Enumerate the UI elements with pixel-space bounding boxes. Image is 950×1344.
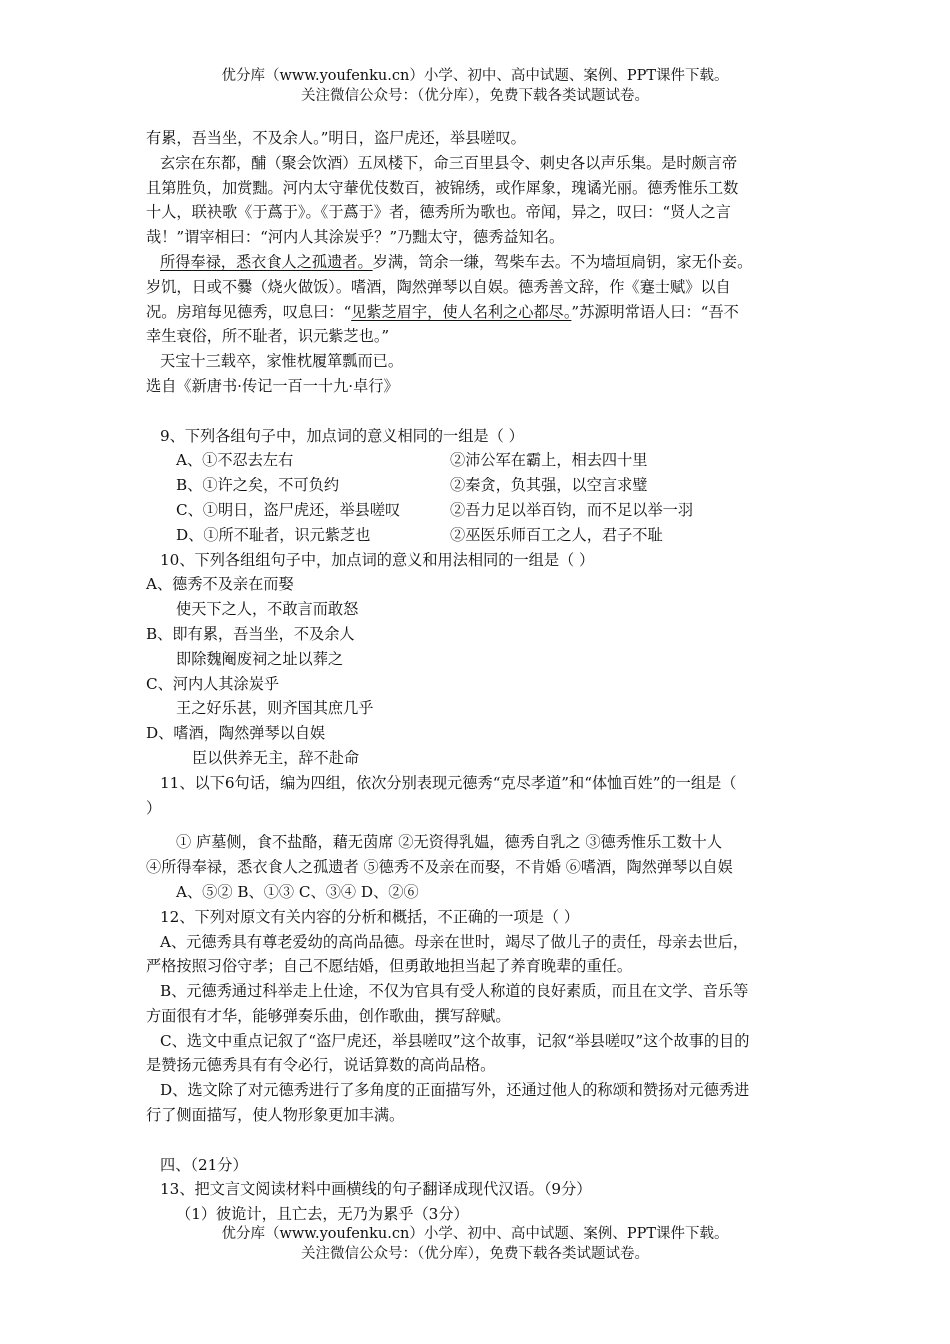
passage-line: 哉！”谓宰相曰：“河内人其涂炭乎？”乃黜太守，德秀益知名。 <box>146 228 565 247</box>
question-12-option-a: 严格按照习俗守孝；自己不愿结婚，但勇敢地担当起了养育晚辈的重任。 <box>146 957 632 976</box>
question-9-stem: 9、下列各组句子中，加点词的意义相同的一组是（ ） <box>160 426 524 445</box>
passage-line <box>146 250 814 275</box>
question-11-options: A、⑤② B、①③ C、③④ D、②⑥ <box>176 882 419 901</box>
passage-line: 玄宗在东都，酺（聚会饮酒）五凤楼下，命三百里县令、刺史各以声乐集。是时颇言帝 <box>160 153 738 172</box>
passage-line: 有累，吾当坐，不及余人。”明日，盗尸虎还，举县嗟叹。 <box>146 129 526 147</box>
spacer <box>146 820 814 830</box>
passage-text: 况。房琯每见德秀，叹息曰：“ <box>146 302 352 321</box>
question-12-option-b: B、元德秀通过科举走上仕途，不仅为官具有受人称道的良好素质，而且在文学、音乐等 <box>160 982 749 1001</box>
question-10-option-c-pair: 王之好乐甚，则齐国其庶几乎 <box>176 699 374 718</box>
footer-line-1: 优分库（www.youfenku.cn）小学、初中、高中试题、案例、PPT课件下载。 <box>221 1226 729 1242</box>
passage-line: 十人，联袂歌《于蔿于》。《于蔿于》者，德秀所为歌也。帝闻，异之，叹曰：“贤人之言 <box>146 203 731 222</box>
option-left: A、①不忍去左右 <box>176 451 294 470</box>
question-10-option-a-pair: 使天下之人，不敢言而敢怒 <box>176 600 359 619</box>
header-line-1: 优分库（www.youfenku.cn）小学、初中、高中试题、案例、PPT课件下载。 <box>221 68 729 84</box>
question-12-option-a: A、元德秀具有尊老爱幼的高尚品德。母亲在世时，竭尽了做儿子的责任，母亲去世后， <box>160 932 749 951</box>
passage-line <box>146 300 814 325</box>
passage-line: 且第胜负，加赏黜。河内太守輂优伎数百，被锦绣，或作犀象，瑰谲光丽。德秀惟乐工数 <box>146 178 739 197</box>
option-left: D、①所不耻者，识元紫芝也 <box>176 525 371 544</box>
question-11-stem: 11、以下6句话，编为四组，依次分别表现元德秀“克尽孝道”和“体恤百姓”的一组是（ <box>160 773 737 792</box>
question-9-option-a <box>146 448 814 473</box>
question-10-stem: 10、下列各组组句子中，加点词的意义和用法相同的一组是（ ） <box>160 550 595 569</box>
question-12-option-d: D、选文除了对元德秀进行了多角度的正面描写外，还通过他人的称颂和赞扬对元德秀进 <box>160 1081 750 1100</box>
question-13-stem: 13、把文言文阅读材料中画横线的句子翻译成现代汉语。（9分） <box>160 1180 592 1199</box>
question-12-option-c: C、选文中重点记叙了“盗尸虎还，举县嗟叹”这个故事，记叙“举县嗟叹”这个故事的目的 <box>160 1031 750 1050</box>
option-right: ②秦贪，负其强，以空言求璧 <box>450 476 648 495</box>
question-9-option-b <box>146 473 814 498</box>
passage-source: 选自《新唐书·传记一百一十九·卓行》 <box>146 376 399 395</box>
question-10-option-c: C、河内人其涂炭乎 <box>146 674 280 693</box>
option-left: B、①许之矣，不可负约 <box>176 476 340 495</box>
option-left: C、①明日，盗尸虎还，举县嗟叹 <box>176 500 401 519</box>
section-4-title: 四、（21分） <box>160 1155 248 1174</box>
footer-line-2: 关注微信公众号：（优分库），免费下载各类试题试卷。 <box>301 1246 649 1262</box>
question-11-items: ① 庐墓侧，食不盐酪，藉无茵席 ②无资得乳媪，德秀自乳之 ③德秀惟乐工数十人 <box>176 833 723 852</box>
question-10-option-b-pair: 即除魏阉废祠之址以葬之 <box>176 649 344 668</box>
document-body <box>146 126 814 1227</box>
question-12-option-c: 是赞扬元德秀具有有令必行，说话算数的高尚品格。 <box>146 1056 496 1075</box>
question-12-option-d: 行了侧面描写，使人物形象更加丰满。 <box>146 1106 405 1125</box>
question-13-part-1: （1）彼诡计，且亡去，无乃为累乎（3分） <box>176 1205 469 1224</box>
header-line-2: 关注微信公众号：（优分库），免费下载各类试题试卷。 <box>301 88 649 104</box>
question-10-option-d-pair: 臣以供养无主，辞不赴命 <box>192 748 360 767</box>
passage-line: 天宝十三载卒，家惟枕履箪瓢而已。 <box>160 352 403 371</box>
question-9-option-d <box>146 523 814 548</box>
page-footer <box>0 1224 950 1264</box>
option-right: ②巫医乐师百工之人，君子不耻 <box>450 525 663 544</box>
question-11-stem-end: ） <box>146 798 162 817</box>
question-11-items: ④所得奉禄，悉衣食人之孤遗者 ⑤德秀不及亲在而娶，不肯婚 ⑥嗜酒，陶然弹琴以自娱 <box>146 858 733 877</box>
question-10-option-d: D、嗜酒，陶然弹琴以自娱 <box>146 724 326 743</box>
option-right: ②吾力足以举百钧，而不足以举一羽 <box>450 500 693 519</box>
page-header <box>0 66 950 106</box>
passage-line: 岁饥，日或不爨（烧火做饭）。嗜酒，陶然弹琴以自娱。德秀善文辞，作《蹇士赋》以自 <box>146 277 731 296</box>
option-right: ②沛公军在霸上，相去四十里 <box>450 451 648 470</box>
question-12-option-b: 方面很有才华，能够弹奏乐曲，创作歌曲，撰写辞赋。 <box>146 1006 511 1025</box>
passage-text: ”苏源明常语人曰：“吾不 <box>571 302 739 321</box>
question-9-option-c <box>146 498 814 523</box>
underlined-sentence: 所得奉禄，悉衣食人之孤遗者。 <box>160 252 373 271</box>
spacer <box>146 399 814 424</box>
passage-text: 岁满，笥余一缣，驾柴车去。不为墙垣扃钥，家无仆妾。 <box>372 252 753 271</box>
question-12-stem: 12、下列对原文有关内容的分析和概括，不正确的一项是（ ） <box>160 907 580 926</box>
passage-line: 幸生衰俗，所不耻者，识元紫芝也。” <box>146 327 390 346</box>
underlined-sentence: 见紫芝眉宇，使人名利之心都尽。 <box>351 302 572 321</box>
spacer <box>146 1128 814 1153</box>
question-10-option-a: A、德秀不及亲在而娶 <box>146 575 294 594</box>
question-10-option-b: B、即有累，吾当坐，不及余人 <box>146 624 355 643</box>
